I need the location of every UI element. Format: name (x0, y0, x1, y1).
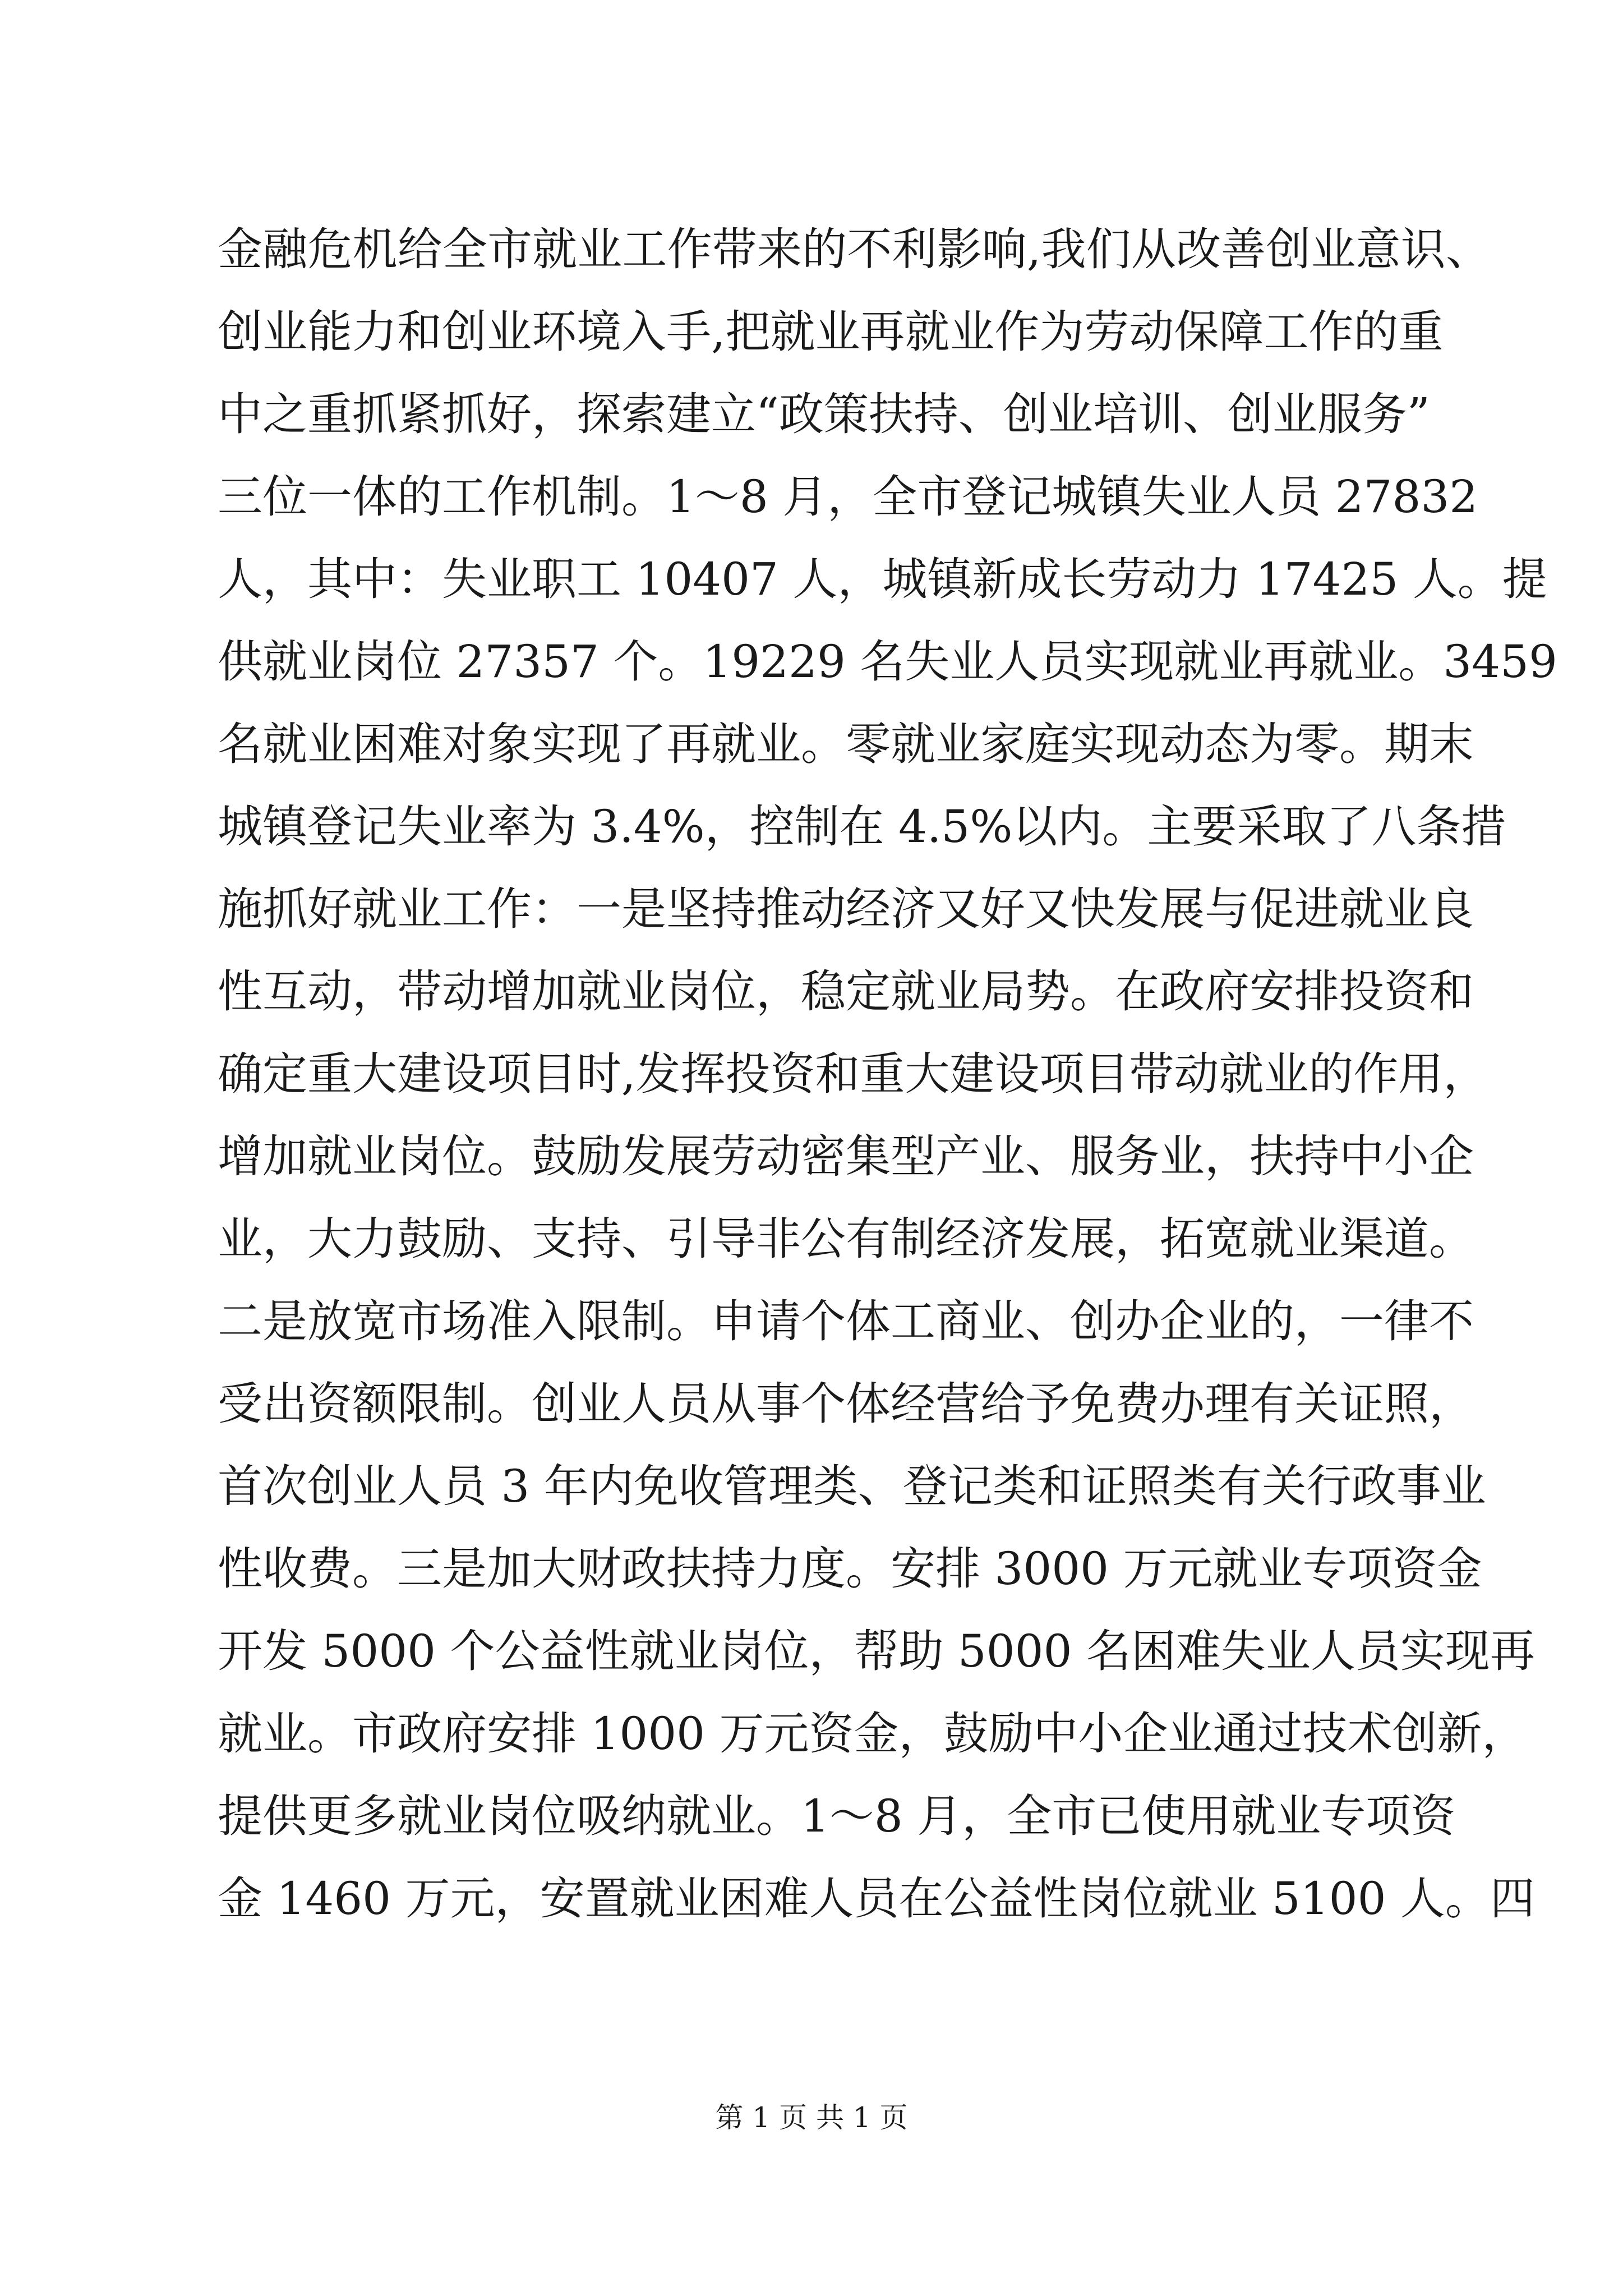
text-line: 二是放宽市场准入限制。申请个体工商业、创办企业的，一律不 (218, 1295, 1474, 1347)
page-footer: 第 1 页 共 1 页 (715, 2101, 908, 2134)
text-line: 首次创业人员 3 年内免收管理类、登记类和证照类有关行政事业 (218, 1460, 1486, 1512)
text-line: 确定重大建设项目时,发挥投资和重大建设项目带动就业的作用， (218, 1048, 1488, 1100)
text-line: 名就业困难对象实现了再就业。零就业家庭实现动态为零。期末 (218, 718, 1474, 770)
text-line: 提供更多就业岗位吸纳就业。1～8 月，全市已使用就业专项资 (218, 1790, 1456, 1842)
text-line: 创业能力和创业环境入手,把就业再就业作为劳动保障工作的重 (218, 306, 1444, 358)
text-line: 性收费。三是加大财政扶持力度。安排 3000 万元就业专项资金 (218, 1543, 1482, 1595)
text-line: 业，大力鼓励、支持、引导非公有制经济发展，拓宽就业渠道。 (218, 1213, 1474, 1265)
text-line: 金融危机给全市就业工作带来的不利影响,我们从改善创业意识、 (218, 223, 1491, 275)
text-line: 中之重抓紧抓好，探索建立“政策扶持、创业培训、创业服务” (218, 388, 1430, 440)
text-line: 受出资额限制。创业人员从事个体经营给予免费办理有关证照， (218, 1378, 1474, 1430)
text-line: 施抓好就业工作：一是坚持推动经济又好又快发展与促进就业良 (218, 883, 1474, 935)
text-line: 三位一体的工作机制。1～8 月，全市登记城镇失业人员 27832 (218, 471, 1478, 523)
text-line: 就业。市政府安排 1000 万元资金，鼓励中小企业通过技术创新， (218, 1708, 1527, 1760)
text-line: 性互动，带动增加就业岗位，稳定就业局势。在政府安排投资和 (218, 965, 1474, 1018)
text-line: 开发 5000 个公益性就业岗位，帮助 5000 名困难失业人员实现再 (218, 1625, 1535, 1677)
text-line: 城镇登记失业率为 3.4%，控制在 4.5%以内。主要采取了八条措 (218, 800, 1506, 853)
body-text (218, 208, 1557, 1940)
text-line: 金 1460 万元，安置就业困难人员在公益性岗位就业 5100 人。四 (218, 1872, 1535, 1925)
text-line: 供就业岗位 27357 个。19229 名失业人员实现就业再就业。3459 (218, 636, 1557, 688)
text-line: 增加就业岗位。鼓励发展劳动密集型产业、服务业，扶持中小企 (218, 1130, 1474, 1182)
text-line: 人，其中：失业职工 10407 人，城镇新成长劳动力 17425 人。提 (218, 553, 1547, 605)
